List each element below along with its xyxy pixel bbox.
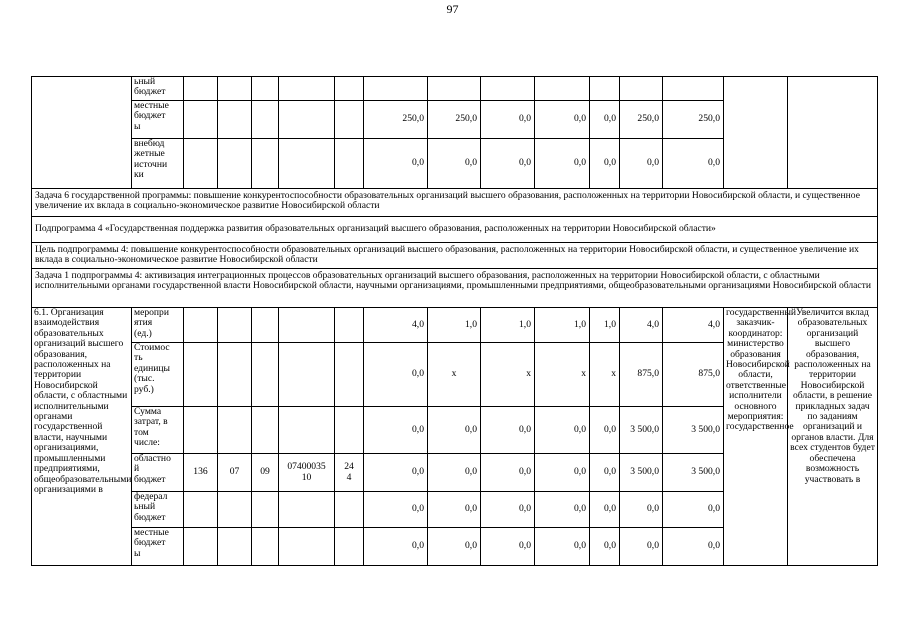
budget-code-csr: 07400035 10 xyxy=(279,454,335,492)
row-label: Сумма затрат, в том числе: xyxy=(132,407,184,454)
row-label: меропри ятия (ед.) xyxy=(132,308,184,343)
activity-name: 6.1. Организация взаимодействия образовательных организаций высшего образования, расположенных на территории Новосибирской области, с областными исполнительными органами государственной власти, научными организациями, промышленными предприятиями, общеобразовательными организациями в xyxy=(32,308,132,566)
expected-result: Увеличится вклад образовательных организаций высшего образования, расположенных на территории Новосибирской области, в решение прикладных задач по заданиям организаций и органов власти. Для всех студентов будет обеспечена возможность участвовать в xyxy=(788,308,878,566)
executor: государственный заказчик-координатор: министерство образования Новосибирской области, ответственные исполнители основного мероприятия: государственное xyxy=(724,308,788,566)
table-row: местные бюджет ы 250,0 250,0 0,0 0,0 0,0 250,0 250,0 xyxy=(32,101,878,139)
empty-cell xyxy=(32,77,132,189)
task6-text: Задача 6 государственной программы: повышение конкурентоспособности образовательных организаций высшего образования, расположенных на территории Новосибирской области, и существенное увеличение их вклада в социально-экономическое развитие Новосибирской области xyxy=(32,189,878,217)
table-row: федерал ьный бюджет 0,0 0,0 0,0 0,0 0,0 0,0 0,0 xyxy=(32,492,878,528)
task1-text: Задача 1 подпрограммы 4: активизация интеграционных процессов образовательных организаций высшего образования, расположенных на территории Новосибирской области, с областными исполнительными органами государственной власти Новосибирской области, научными организациями, промышленными предприятиями, общеобразовательными организациями Новосибирской области xyxy=(32,269,878,308)
table-row: 6.1. Организация взаимодействия образовательных организаций высшего образования, расположенных на территории Новосибирской области, с областными исполнительными органами государственной власти, научными организациями, промышленными предприятиями, общеобразовательными организациями в меропри ятия (ед.) 4,0 1,0 1,0 1,0 1,0 4,0 4,0 государственный заказчик-координатор: министерство образования Новосибирской области, ответственные исполнители основного мероприятия: государственное Увеличится вклад образовательных организаций высшего образования, расположенных на территории Новосибирской области, в решение прикладных задач по заданиям организаций и органов власти. Для всех студентов будет обеспечена возможность участвовать в xyxy=(32,308,878,343)
row-label: областно й бюджет xyxy=(132,454,184,492)
row-label: местные бюджет ы xyxy=(132,528,184,566)
row-label: ьный бюджет xyxy=(132,77,184,101)
subprogram-row xyxy=(32,217,878,243)
budget-code-grbs: 136 xyxy=(184,454,218,492)
program-table xyxy=(31,76,878,566)
task6-row xyxy=(32,189,878,217)
goal-row xyxy=(32,243,878,269)
table-row xyxy=(32,77,878,101)
task1-row xyxy=(32,269,878,308)
goal-text: Цель подпрограммы 4: повышение конкурентоспособности образовательных организаций высшего образования, расположенных на территории Новосибирской области, и существенное увеличение их вклада в социально-экономическое развитие Новосибирской области xyxy=(32,243,878,269)
table-row: областно й бюджет 136 07 09 07400035 10 24 4 0,0 0,0 0,0 0,0 0,0 3 500,0 3 500,0 xyxy=(32,454,878,492)
table-row: Сумма затрат, в том числе: 0,0 0,0 0,0 0,0 0,0 3 500,0 3 500,0 xyxy=(32,407,878,454)
row-label: федерал ьный бюджет xyxy=(132,492,184,528)
budget-code-pr: 09 xyxy=(252,454,279,492)
row-label: Стоимос ть единицы (тыс. руб.) xyxy=(132,343,184,407)
row-label: внебюд жетные источни ки xyxy=(132,139,184,189)
table-row: местные бюджет ы 0,0 0,0 0,0 0,0 0,0 0,0 0,0 xyxy=(32,528,878,566)
subprogram-title: Подпрограмма 4 «Государственная поддержка развития образовательных организаций высшего образования, расположенных на территории Новосибирской области» xyxy=(32,217,878,243)
row-label: местные бюджет ы xyxy=(132,101,184,139)
table-row: Стоимос ть единицы (тыс. руб.) 0,0 x x x x 875,0 875,0 xyxy=(32,343,878,407)
page-number: 97 xyxy=(446,2,459,16)
table-row: внебюд жетные источни ки 0,0 0,0 0,0 0,0 0,0 0,0 0,0 xyxy=(32,139,878,189)
budget-code-vr: 24 4 xyxy=(335,454,364,492)
budget-code-rz: 07 xyxy=(218,454,252,492)
